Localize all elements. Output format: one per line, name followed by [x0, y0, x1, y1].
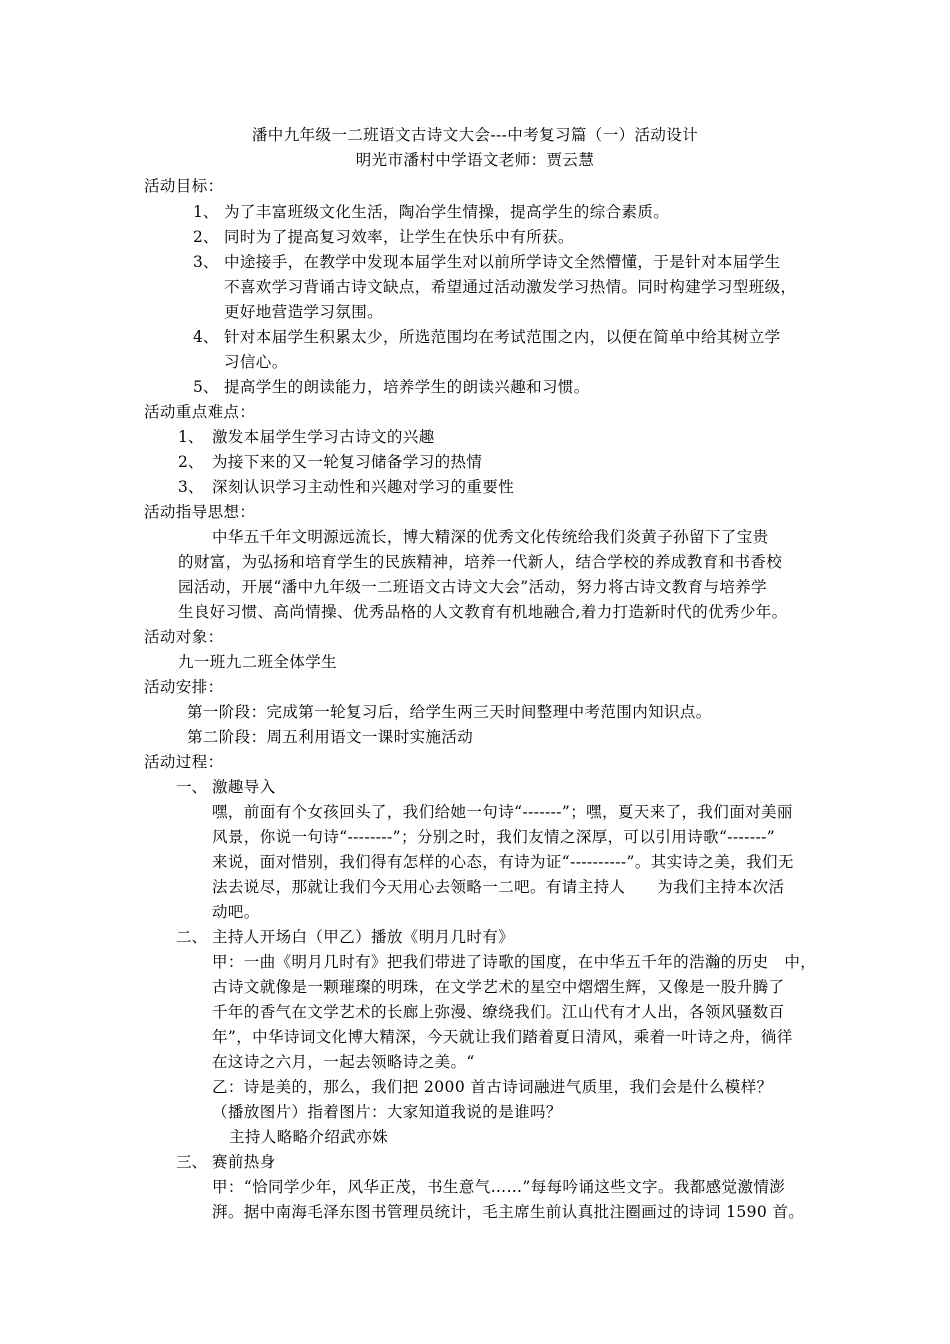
- key-point-2-text: 为接下来的又一轮复习储备学习的热情: [212, 453, 483, 471]
- section-2-line: 主持人略略介绍武亦姝: [229, 1128, 389, 1146]
- section-2-line: 年”，中华诗词文化博大精深，今天就让我们踏着夏日清风，乘着一叶诗之舟，徜徉: [212, 1028, 793, 1046]
- schedule-line: 第二阶段：周五利用语文一课时实施活动: [187, 728, 474, 746]
- section-2-line: 古诗文就像是一颗璀璨的明珠，在文学艺术的星空中熠熠生辉，又像是一股升腾了: [212, 978, 785, 996]
- key-point-1-text: 激发本届学生学习古诗文的兴趣: [212, 428, 435, 446]
- key-points-heading: 活动重点难点：: [144, 403, 256, 421]
- goal-1-line: 为了丰富班级文化生活，陶冶学生情操，提高学生的综合素质。: [224, 203, 670, 221]
- goal-5-line: 提高学生的朗读能力，培养学生的朗读兴趣和习惯。: [224, 378, 590, 396]
- section-2-number: 二、: [176, 928, 208, 946]
- target-heading: 活动对象：: [144, 628, 224, 646]
- guiding-line: 园活动，开展“潘中九年级一二班语文古诗文大会”活动，努力将古诗文教育与培养学: [178, 578, 768, 596]
- document-author: 明光市潘村中学语文老师：贾云慧: [355, 151, 595, 169]
- section-1-line: 来说，面对惜别，我们得有怎样的心态，有诗为证“----------”。其实诗之美，我们无: [212, 853, 794, 871]
- goal-2-number: 2、: [193, 228, 219, 246]
- section-2-line: 乙：诗是美的，那么，我们把 2000 首古诗词融进气质里，我们会是什么模样？: [212, 1078, 773, 1096]
- section-1-line: 风景，你说一句诗“--------”；分别之时，我们友情之深厚，可以引用诗歌“-------”: [212, 828, 776, 846]
- section-2-line: （播放图片）指着图片：大家知道我说的是谁吗？: [212, 1103, 562, 1121]
- key-point-1-number: 1、: [178, 428, 204, 446]
- key-point-2-number: 2、: [178, 453, 204, 471]
- goal-5-number: 5、: [193, 378, 219, 396]
- key-point-3-text: 深刻认识学习主动性和兴趣对学习的重要性: [212, 478, 515, 496]
- document-title: 潘中九年级一二班语文古诗文大会---中考复习篇（一）活动设计: [251, 126, 699, 144]
- goal-2-line: 同时为了提高复习效率，让学生在快乐中有所获。: [224, 228, 574, 246]
- section-1-title: 激趣导入: [212, 778, 276, 796]
- guiding-line: 中华五千年文明源远流长，博大精深的优秀文化传统给我们炎黄子孙留下了宝贵: [212, 528, 769, 546]
- goal-3-line: 不喜欢学习背诵古诗文缺点，希望通过活动激发学习热情。同时构建学习型班级，: [224, 278, 797, 296]
- goal-3-number: 3、: [193, 253, 219, 271]
- goal-4-line: 习信心。: [224, 353, 288, 371]
- section-1-line: 动吧。: [212, 903, 260, 921]
- schedule-heading: 活动安排：: [144, 678, 224, 696]
- section-2-line: 在这诗之六月，一起去领略诗之美。“: [212, 1053, 475, 1071]
- goal-3-line: 中途接手，在教学中发现本届学生对以前所学诗文全然懵懂，于是针对本届学生: [224, 253, 781, 271]
- guiding-line: 的财富，为弘扬和培育学生的民族精神，培养一代新人，结合学校的养成教育和书香校: [178, 553, 783, 571]
- guiding-line: 生良好习惯、高尚情操、优秀品格的人文教育有机地融合,着力打造新时代的优秀少年。: [178, 603, 788, 621]
- goal-4-number: 4、: [193, 328, 219, 346]
- section-1-line: 法去说尽，那就让我们今天用心去领略一二吧。有请主持人 为我们主持本次活: [212, 878, 785, 896]
- section-2-line: 千年的香气在文学艺术的长廊上弥漫、缭绕我们。江山代有才人出，各领风骚数百: [212, 1003, 785, 1021]
- section-2-line: 甲：一曲《明月几时有》把我们带进了诗歌的国度，在中华五千年的浩瀚的历史 中，: [212, 953, 817, 971]
- section-1-number: 一、: [176, 778, 208, 796]
- guiding-heading: 活动指导思想：: [144, 503, 256, 521]
- goals-heading: 活动目标：: [144, 177, 224, 195]
- key-point-3-number: 3、: [178, 478, 204, 496]
- section-3-number: 三、: [176, 1153, 208, 1171]
- section-3-title: 赛前热身: [212, 1153, 276, 1171]
- section-2-title: 主持人开场白（甲乙）播放《明月几时有》: [212, 928, 515, 946]
- goal-4-line: 针对本届学生积累太少，所选范围均在考试范围之内，以便在简单中给其树立学: [224, 328, 781, 346]
- section-1-line: 嘿，前面有个女孩回头了，我们给她一句诗“-------”；嘿，夏天来了，我们面对美丽: [212, 803, 793, 821]
- schedule-line: 第一阶段：完成第一轮复习后，给学生两三天时间整理中考范围内知识点。: [187, 703, 712, 721]
- target-text: 九一班九二班全体学生: [178, 653, 338, 671]
- section-3-line: 甲：“恰同学少年，风华正茂，书生意气……”每每吟诵这些文字。我都感觉激情澎: [212, 1178, 786, 1196]
- process-heading: 活动过程：: [144, 753, 224, 771]
- section-3-line: 湃。据中南海毛泽东图书管理员统计，毛主席生前认真批注圈画过的诗词 1590 首。: [212, 1203, 805, 1221]
- goal-3-line: 更好地营造学习氛围。: [224, 303, 384, 321]
- goal-1-number: 1、: [193, 203, 219, 221]
